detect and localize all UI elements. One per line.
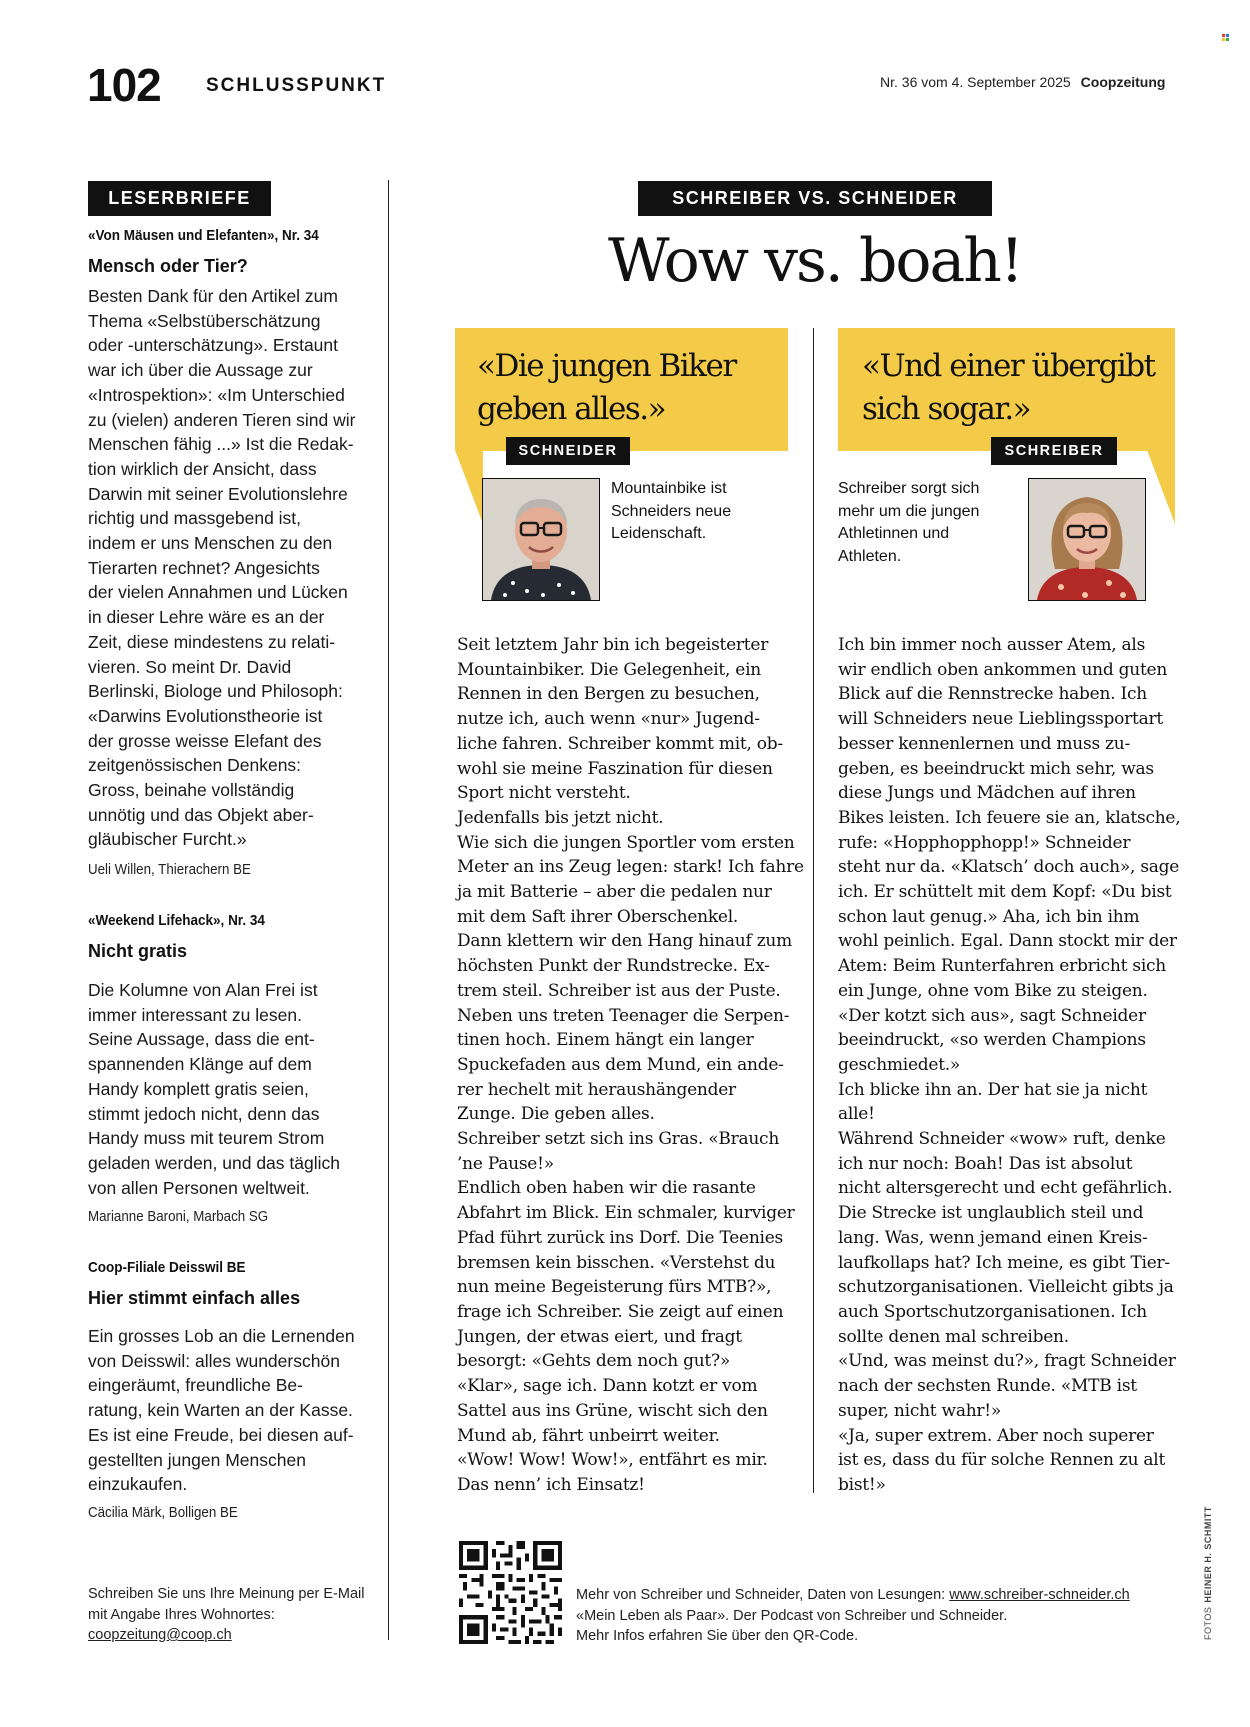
text-line: Zunge. Die geben alles.: [457, 1104, 655, 1125]
text-line: besser kennenlernen und muss zu-: [838, 733, 1130, 754]
text-line: Die Strecke ist unglaublich steil und: [838, 1203, 1144, 1224]
caption-line: Athletinnen und: [838, 525, 950, 542]
portrait-schneider: [482, 478, 600, 601]
footer-line-3: Mehr Infos erfahren Sie über den QR-Code.: [576, 1628, 859, 1644]
text-line: Thema «Selbstüberschätzung: [88, 310, 321, 331]
text-line: geschmiedet.»: [838, 1054, 961, 1075]
contact-note: [88, 1584, 378, 1646]
text-line: stimmt jedoch nicht, denn das: [88, 1103, 320, 1124]
letter-2-reference: «Weekend Lifehack», Nr. 34: [88, 912, 265, 929]
letter-3-body: [88, 1324, 378, 1497]
text-line: gestellten jungen Menschen: [88, 1449, 306, 1470]
letter-3-reference: Coop-Filiale Deisswil BE: [88, 1259, 246, 1276]
article-title: Wow vs. boah!: [607, 226, 1023, 296]
quote-line: sich sogar.»: [862, 391, 1031, 427]
text-line: Seit letztem Jahr bin ich begeisterter: [457, 635, 769, 655]
text-line: schon laut genug.» Aha, ich bin ihm: [838, 906, 1140, 927]
text-line: nicht altersgerecht und echt gefährlich.: [838, 1178, 1173, 1199]
text-line: Es ist eine Freude, bei diesen auf-: [88, 1424, 354, 1445]
text-line: rer hechelt mit heraushängender: [457, 1079, 736, 1100]
text-line: Tierarten rechnet? Angesichts: [88, 557, 320, 578]
section-title: SCHLUSSPUNKT: [206, 75, 387, 96]
text-line: «Introspektion»: «Im Unterschied: [88, 384, 345, 405]
photo-credit: [1203, 1506, 1213, 1640]
text-line: bremsen kein bisschen. «Verstehst du: [457, 1252, 776, 1273]
letter-3-author: Cäcilia Märk, Bolligen BE: [88, 1505, 238, 1521]
text-line: ich nur noch: Boah! Das ist absolut: [838, 1153, 1133, 1174]
text-line: Ein grosses Lob an die Lernenden: [88, 1326, 355, 1346]
caption-schneider: [611, 478, 731, 546]
text-line: Spuckefaden aus dem Mund, ein ande-: [457, 1054, 784, 1075]
text-line: Meter an ins Zeug legen: stark! Ich fahre: [457, 857, 804, 878]
quote-schreiber: [862, 345, 1155, 431]
story-schneider: [457, 633, 804, 1498]
issue-date: Nr. 36 vom 4. September 2025: [880, 74, 1071, 90]
text-line: Mund ab, fährt unbeirrt weiter.: [457, 1425, 720, 1446]
text-line: Handy komplett gratis seien,: [88, 1078, 309, 1099]
page-number: 102: [87, 59, 161, 111]
text-line: Handy muss mit teurem Strom: [88, 1128, 325, 1149]
text-line: ich. Er schüttelt mit dem Kopf: «Du bist: [838, 882, 1172, 903]
text-line: war ich über die Aussage zur: [88, 360, 313, 381]
text-line: laufkollaps hat? Ich meine, es gibt Tier-: [838, 1252, 1170, 1273]
publication-name: Coopzeitung: [1080, 74, 1166, 90]
text-line: höchsten Punkt der Rundstrecke. Ex-: [457, 956, 770, 977]
text-line: nun meine Begeisterung fürs MTB?»,: [457, 1277, 772, 1298]
text-line: beeindruckt, «so werden Champions: [838, 1030, 1146, 1051]
qr-code[interactable]: [459, 1541, 562, 1644]
text-line: will Schneiders neue Lieblingssportart: [838, 709, 1163, 730]
quote-line: geben alles.»: [477, 391, 666, 427]
text-line: «Klar», sage ich. Dann kotzt er vom: [457, 1376, 758, 1397]
text-line: eingeräumt, freundliche Be-: [88, 1375, 303, 1396]
text-line: Darwin mit seiner Evolutionslehre: [88, 483, 348, 504]
caption-schreiber: [838, 478, 979, 568]
photo-credit-label: FOTOS: [1203, 1606, 1213, 1640]
text-line: Gross, beinahe vollständig: [88, 780, 295, 801]
text-line: einzukaufen.: [88, 1474, 188, 1495]
letters-label: LESERBRIEFE: [88, 181, 271, 216]
text-line: Wie sich die jungen Sportler vom ersten: [457, 832, 795, 853]
caption-line: Mountainbike ist: [611, 480, 727, 497]
text-line: wohl peinlich. Egal. Dann stockt mir der: [838, 931, 1177, 952]
text-line: lang. Was, wenn jemand einen Kreis-: [838, 1227, 1148, 1248]
text-line: «Und, was meinst du?», fragt Schneider: [838, 1351, 1176, 1372]
text-line: geladen werden, und das täglich: [88, 1152, 340, 1173]
letter-3-headline: Hier stimmt einfach alles: [88, 1288, 301, 1308]
text-line: Rennen in den Bergen zu besuchen,: [457, 684, 760, 705]
column-divider: [388, 180, 389, 1640]
quote-box-tail-right: [1147, 450, 1175, 524]
text-line: Berlinski, Biologe und Philosoph:: [88, 681, 343, 702]
text-line: Jungen, der etwas eiert, und fragt: [457, 1326, 742, 1347]
contact-line-1: Schreiben Sie uns Ihre Meinung per E-Mail: [88, 1586, 365, 1602]
text-line: rufe: «Hopphopphopp!» Schneider: [838, 832, 1131, 853]
caption-line: Schreiber sorgt sich: [838, 480, 980, 497]
text-line: unnötig und das Objekt aber-: [88, 804, 314, 825]
portrait-schreiber: [1028, 478, 1146, 601]
text-line: Seine Aussage, dass die ent-: [88, 1029, 315, 1050]
text-line: Endlich oben haben wir die rasante: [457, 1178, 756, 1199]
text-line: nach der sechsten Runde. «MTB ist: [838, 1376, 1137, 1397]
text-line: Abfahrt im Blick. Ein schmaler, kurviger: [457, 1203, 795, 1224]
story-schreiber: [838, 633, 1180, 1498]
text-line: Sport nicht versteht.: [457, 783, 631, 804]
text-line: Atem: Beim Runterfahren erbricht sich: [838, 956, 1166, 977]
name-tag-schreiber: SCHREIBER: [991, 437, 1117, 465]
text-line: richtig und massgebend ist,: [88, 508, 302, 529]
text-line: bist!»: [838, 1474, 886, 1495]
quote-line: «Und einer übergibt: [862, 348, 1155, 384]
text-line: gläubischer Furcht.»: [88, 829, 247, 850]
footer-info: [576, 1585, 1130, 1647]
text-line: oder -unterschätzung». Erstaunt: [88, 335, 339, 356]
caption-line: mehr um die jungen: [838, 502, 980, 520]
quote-schneider: [477, 345, 736, 431]
text-line: Zeit, diese mindestens zu relati-: [88, 631, 336, 652]
caption-line: Athleten.: [838, 547, 902, 565]
issue-info: [880, 74, 1165, 90]
text-line: Besten Dank für den Artikel zum: [88, 286, 338, 306]
text-line: «Ja, super extrem. Aber noch superer: [838, 1425, 1154, 1446]
inner-divider: [813, 328, 814, 1493]
text-line: auch Sportschutzorganisationen. Ich: [838, 1301, 1147, 1322]
text-line: ’ne Pause!»: [457, 1153, 554, 1174]
text-line: ratung, kein Warten an der Kasse.: [88, 1400, 353, 1421]
text-line: der grosse weisse Elefant des: [88, 730, 322, 751]
text-line: Während Schneider «wow» ruft, denke: [838, 1129, 1166, 1150]
text-line: «Wow! Wow! Wow!», entfährt es mir.: [457, 1450, 768, 1471]
quote-line: «Die jungen Biker: [477, 348, 736, 384]
text-line: besorgt: «Gehts dem noch gut?»: [457, 1351, 731, 1372]
text-line: von allen Personen weltweit.: [88, 1177, 310, 1198]
text-line: tinen hoch. Einem hängt ein langer: [457, 1030, 754, 1051]
photo-credit-name: HEINER H. SCHMITT: [1203, 1506, 1213, 1603]
text-line: diese Jungs und Mädchen auf ihren: [838, 783, 1136, 804]
text-line: Das nenn’ ich Einsatz!: [457, 1474, 645, 1495]
text-line: Jedenfalls bis jetzt nicht.: [457, 807, 664, 828]
caption-line: Schneiders neue: [611, 502, 732, 520]
text-line: super, nicht wahr!»: [838, 1400, 1002, 1421]
text-line: mit dem Saft ihrer Oberschenkel.: [457, 906, 739, 927]
text-line: ja mit Batterie – aber die pedalen nur: [457, 882, 772, 903]
footer-line-2: «Mein Leben als Paar». Der Podcast von Schreiber und Schneider.: [576, 1607, 1008, 1624]
letter-2-headline: Nicht gratis: [88, 941, 188, 961]
text-line: schutzorganisationen. Vielleicht gibts ja: [838, 1277, 1174, 1298]
quote-box-tail-left: [455, 450, 483, 524]
text-line: zu (vielen) anderen Tieren sind wir: [88, 409, 356, 430]
text-line: der vielen Annahmen und Lücken: [88, 582, 348, 603]
text-line: tion wirklich der Ansicht, dass: [88, 458, 317, 479]
text-line: geben, es beeindruckt mich sehr, was: [838, 758, 1154, 779]
text-line: von Deisswil: alles wunderschön: [88, 1350, 340, 1371]
text-line: ist es, dass du für solche Rennen zu alt: [838, 1450, 1166, 1471]
text-line: Pfad führt zurück ins Dorf. Die Teenies: [457, 1227, 783, 1248]
text-line: Die Kolumne von Alan Frei ist: [88, 980, 318, 1000]
text-line: indem er uns Menschen zu den: [88, 533, 333, 554]
letter-1-body: [88, 284, 378, 852]
column-label: SCHREIBER VS. SCHNEIDER: [638, 181, 992, 216]
text-line: Dann klettern wir den Hang hinauf zum: [457, 931, 792, 952]
text-line: Menschen fähig ...» Ist die Redak-: [88, 434, 354, 455]
print-marks: [1222, 34, 1229, 41]
text-line: sollte denen mal schreiben.: [838, 1326, 1069, 1347]
text-line: «Der kotzt sich aus», sagt Schneider: [838, 1005, 1146, 1026]
text-line: nutze ich, auch wenn «nur» Jugend-: [457, 709, 760, 730]
text-line: immer interessant zu lesen.: [88, 1004, 302, 1025]
text-line: Bikes leisten. Ich feuere sie an, klatsche,: [838, 807, 1181, 828]
text-line: steht nur da. «Klatsch’ doch auch», sage: [838, 857, 1180, 878]
letter-1-headline: Mensch oder Tier?: [88, 256, 248, 276]
text-line: in dieser Lehre wäre es an der: [88, 607, 325, 628]
text-line: frage ich Schreiber. Sie zeigt auf einen: [457, 1301, 784, 1322]
text-line: trem steil. Schreiber ist aus der Puste.: [457, 980, 781, 1001]
text-line: ein Junge, ohne vom Bike zu steigen.: [838, 980, 1148, 1001]
text-line: Ich bin immer noch ausser Atem, als: [838, 635, 1146, 655]
text-line: alle!: [838, 1104, 875, 1125]
text-line: Schreiber setzt sich ins Gras. «Brauch: [457, 1129, 780, 1150]
letter-1-author: Ueli Willen, Thierachern BE: [88, 862, 251, 878]
text-line: Ich blicke ihn an. Der hat sie ja nicht: [838, 1079, 1148, 1100]
caption-line: Leidenschaft.: [611, 525, 707, 542]
name-tag-schneider: SCHNEIDER: [506, 437, 630, 465]
website-link[interactable]: www.schreiber-schneider.ch: [949, 1587, 1130, 1603]
text-line: wohl sie meine Faszination für diesen: [457, 758, 773, 779]
footer-line-1: Mehr von Schreiber und Schneider, Daten von Lesungen: www.schreiber-schneider.ch: [576, 1587, 1130, 1603]
text-line: Blick auf die Rennstrecke haben. Ich: [838, 684, 1147, 705]
text-line: Neben uns treten Teenager die Serpen-: [457, 1005, 790, 1026]
contact-line-2: mit Angabe Ihres Wohnortes:: [88, 1606, 275, 1623]
text-line: spannenden Klänge auf dem: [88, 1054, 312, 1075]
contact-email-link[interactable]: coopzeitung@coop.ch: [88, 1627, 232, 1643]
text-line: liche fahren. Schreiber kommt mit, ob-: [457, 733, 783, 754]
text-line: Sattel aus ins Grüne, wischt sich den: [457, 1400, 768, 1421]
letter-2-body: [88, 978, 378, 1200]
text-line: Mountainbiker. Die Gelegenheit, ein: [457, 659, 761, 680]
text-line: «Darwins Evolutionstheorie ist: [88, 705, 323, 726]
text-line: vieren. So meint Dr. David: [88, 656, 292, 677]
letter-1-reference: «Von Mäusen und Elefanten», Nr. 34: [88, 227, 319, 244]
text-line: wir endlich oben ankommen und guten: [838, 659, 1168, 680]
letter-2-author: Marianne Baroni, Marbach SG: [88, 1209, 269, 1225]
text-line: zeitgenössischen Denkens:: [88, 755, 302, 776]
